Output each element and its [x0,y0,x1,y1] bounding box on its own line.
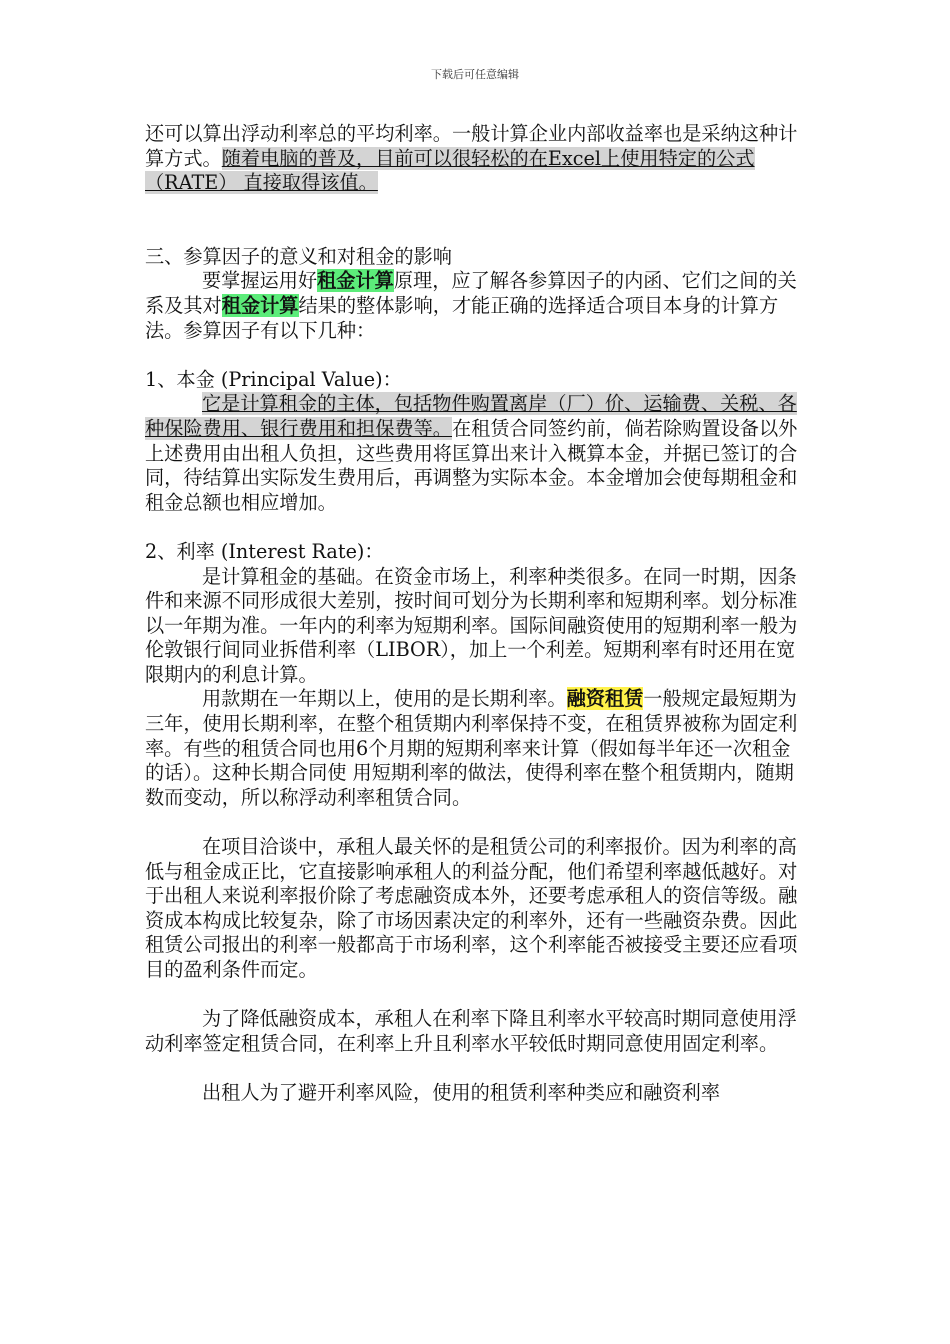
interest-paragraph-3: 在项目洽谈中，承租人最关怀的是租赁公司的利率报价。因为利率的高低与租金成正比，它直接影响承租人的利益分配，他们希望利率越低越好。对于出租人来说利率报价除了考虑融资成本外，还要考虑承租人的资信等级。融资成本构成比较复杂，除了市场因素决定的利率外，还有一些融资杂费。因此租赁公司报出的利率一般都高于市场利率，这个利率能否被接受主要还应看项目的盈利条件而定。 [145,835,798,981]
document-body [145,122,807,1106]
intro-text: 还可以算出浮动利率总的平均利率。一般计算企业内部收益率也是采纳这种计算方式。 [145,122,798,170]
interest-paragraph-1: 是计算租金的基础。在资金市场上，利率种类很多。在同一时期，因条件和来源不同形成很大差别，按时间可划分为长期利率和短期利率。划分标准以一年期为准。一年内的利率为短期利率。国际间融资使用的短期利率一般为伦敦银行间同业拆借利率（LIBOR），加上一个利差。短期利率有时还用在宽限期内的利息计算。 [145,564,798,686]
principal-heading: 1、本金 (Principal Value)： [145,367,402,391]
interest-heading: 2、利率 (Interest Rate)： [145,539,384,563]
interest-p2-text-a: 用款期在一年期以上，使用的是长期利率。 [202,687,567,711]
intro-paragraph [145,122,807,196]
interest-paragraph-2 [145,687,807,810]
intro-highlight: 随着电脑的普及，目前可以很轻松的在Excel上使用特定的公式（RATE） 直接取得该值。 [145,146,755,195]
interest-p2-text-b: 一般规定最短期为三年，使用长期利率，在整个租赁期内利率保持不变，在租赁界被称为固定利率。有些的租赁合同也用6个月期的短期利率来计算（假如每半年还一次租金的话）。这种长期合同使 用短期利率的做法，使得利率在整个租赁期内，随期数而变动，所以称浮动利率租赁合同。 [145,687,798,809]
term-finance-lease: 融资租赁 [566,687,644,711]
page-header: 下载后可任意编辑 [431,68,519,81]
principal-text: 在租赁合同签约前，倘若除购置设备以外上述费用由出租人负担，这些费用将匡算出来计入概算本金，并据已签订的合同，待结算出实际发生费用后，再调整为实际本金。本金增加会使每期租金和租金总额也相应增加。 [145,416,798,514]
section3-text-b: 原理，应了解各参算因子的内函、它们之间的关系及其对 [145,269,797,317]
section3-text-c: 结果的整体影响，才能正确的选择适合项目本身的计算方法。参算因子有以下几种： [145,293,779,342]
section3-heading: 三、参算因子的意义和对租金的影响 [145,244,452,268]
section3-text-a: 要掌握运用好 [202,269,318,293]
principal-paragraph [145,392,807,515]
section3-paragraph [145,269,807,343]
term-rent-calculation: 租金计算 [317,269,394,293]
interest-paragraph-4: 为了降低融资成本，承租人在利率下降且利率水平较高时期同意使用浮动利率签定租赁合同，在利率上升且利率水平较低时期同意使用固定利率。 [145,1007,797,1055]
term-rent-calculation-2: 租金计算 [221,293,299,317]
interest-paragraph-5: 出租人为了避开利率风险，使用的租赁利率种类应和融资利率 [202,1080,721,1104]
principal-highlight: 它是计算租金的主体，包括物件购置离岸（厂）价、运输费、关税、各种保险费用、银行费用和担保费等。 [145,392,797,440]
